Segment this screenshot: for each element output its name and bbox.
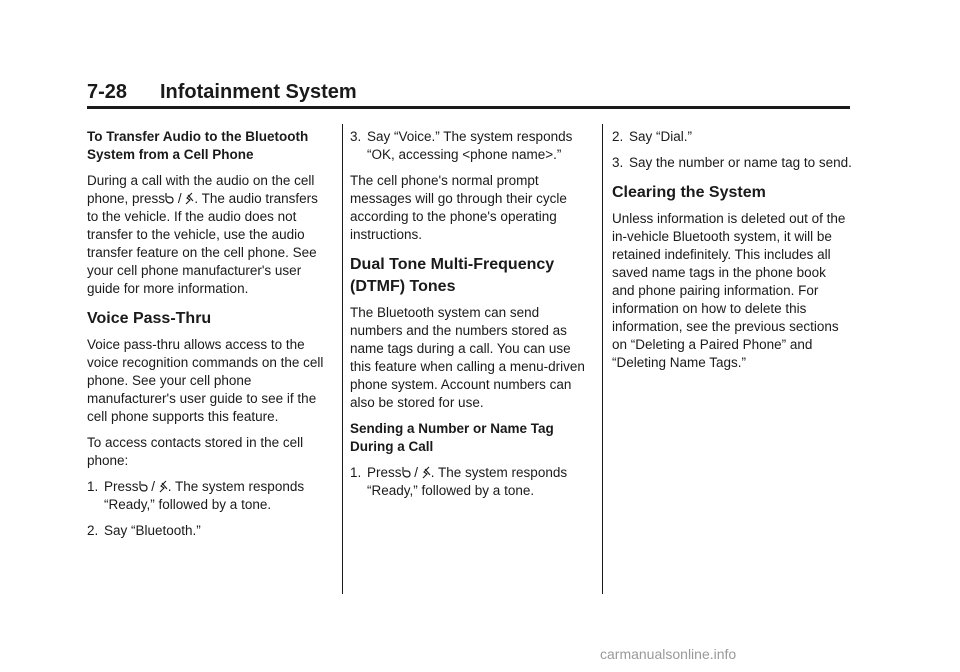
step-number: 3.: [612, 155, 624, 170]
column-divider: [342, 124, 343, 594]
phone-talk-icon: [402, 466, 411, 479]
step-number: 2.: [87, 523, 99, 538]
step-number: 3.: [350, 129, 362, 144]
sending-heading: Sending a Number or Name Tag During a Call: [350, 421, 554, 454]
step-text: Say “Dial.”: [629, 129, 693, 144]
voice-command-icon: [422, 466, 431, 479]
icon-separator: /: [174, 191, 186, 206]
step-text-b: . The system responds “Ready,” followed by a tone.: [367, 465, 568, 498]
transfer-paragraph: [87, 172, 332, 298]
transfer-text-b: . The audio transfers to the vehicle. If the audio does not transfer to the vehicle, use the audio transfer feature on the cell phone. See your cell phone manufacturer's user guide for more information.: [87, 191, 318, 296]
voice-command-icon: [185, 192, 194, 205]
step-text-a: Press: [367, 465, 402, 480]
column-1: [87, 128, 332, 548]
step-item: [350, 464, 590, 500]
step-text: Say “Bluetooth.”: [104, 523, 201, 538]
page-number: 7-28: [87, 81, 128, 103]
phone-talk-icon: [139, 480, 148, 493]
voice-command-icon: [159, 480, 168, 493]
icon-separator: /: [147, 479, 159, 494]
step-text-b: . The system responds “Ready,” followed by a tone.: [104, 479, 305, 512]
column-3: [612, 128, 852, 380]
contacts-paragraph: To access contacts stored in the cell phone:: [87, 435, 304, 468]
voice-pass-thru-heading: Voice Pass-Thru: [87, 310, 212, 327]
clearing-paragraph: Unless information is deleted out of the in-vehicle Bluetooth system, it will be retained indefinitely. This includes all saved name tags in the phone book and phone pairing information. For information on how to delete this information, see the previous sections on “Deleting a Paired Phone” and “Deleting Name Tags.”: [612, 211, 846, 370]
step-item: [87, 522, 332, 540]
step-number: 2.: [612, 129, 624, 144]
step-item: [612, 154, 852, 172]
section-title: Infotainment System: [160, 81, 357, 103]
step-text: [104, 478, 332, 514]
step-text: Say “Voice.” The system responds “OK, accessing <phone name>.”: [367, 129, 573, 162]
dtmf-heading: Dual Tone Multi-Frequency (DTMF) Tones: [350, 256, 555, 295]
transfer-text-a: During a call with the audio on the cell phone, press: [87, 173, 315, 206]
column-2: [350, 128, 590, 508]
step-item: [612, 128, 852, 146]
voice-paragraph: Voice pass-thru allows access to the voice recognition commands on the cell phone. See your cell phone manufacturer's user guide to see if the cell phone supports this feature.: [87, 337, 324, 424]
step-item: [350, 128, 590, 164]
step-item: [87, 478, 332, 514]
transfer-heading: To Transfer Audio to the Bluetooth System from a Cell Phone: [87, 129, 309, 162]
watermark: carmanualsonline.info: [600, 646, 737, 662]
prompt-paragraph: The cell phone's normal prompt messages will go through their cycle according to the phone's operating instructions.: [350, 173, 567, 242]
phone-talk-icon: [165, 192, 174, 205]
step-text-a: Press: [104, 479, 139, 494]
step-number: 1.: [87, 479, 99, 494]
step-text: Say the number or name tag to send.: [629, 155, 852, 170]
dtmf-paragraph: The Bluetooth system can send numbers and the numbers stored as name tags during a call. You can use this feature when calling a menu-driven phone system. Account numbers can also be stored for use.: [350, 305, 585, 410]
column-divider: [602, 124, 603, 594]
icon-separator: /: [410, 465, 422, 480]
step-text: [367, 464, 590, 500]
page-header: [87, 80, 850, 109]
clearing-heading: Clearing the System: [612, 184, 766, 201]
step-number: 1.: [350, 465, 362, 480]
